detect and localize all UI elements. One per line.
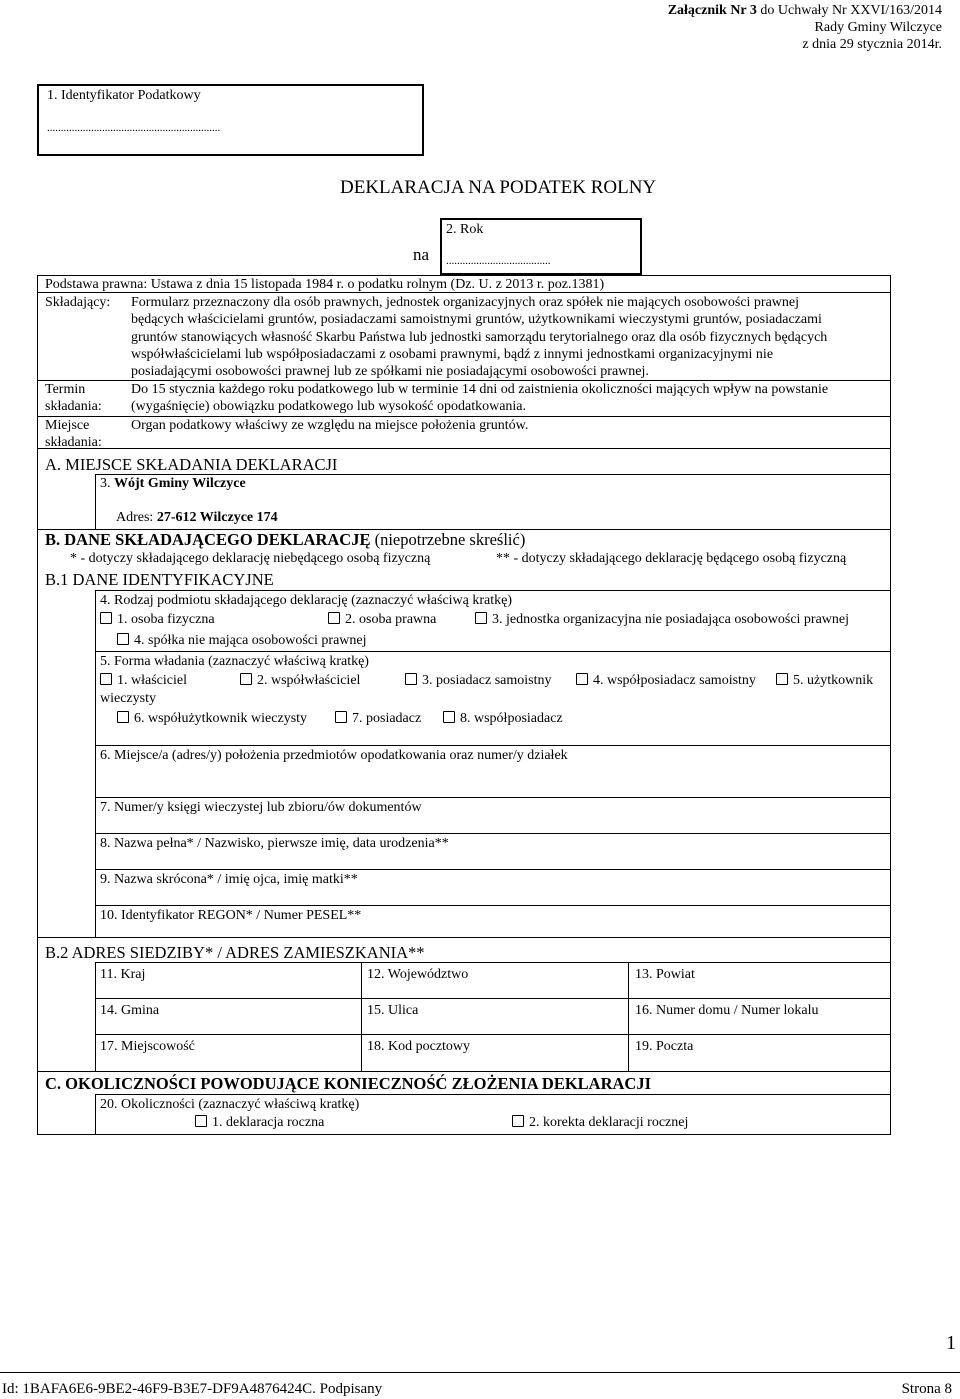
section-b-title-main: B. DANE SKŁADAJĄCEGO DEKLARACJĘ [45,530,371,549]
submitter-line-2: będących właścicielami gruntów, posiadaczami samoistnymi gruntów, użytkownikami wieczystymi gruntów, posiadaczami [131,312,822,328]
checkbox[interactable] [100,612,112,624]
b2-col-divider-1 [361,962,362,1072]
na-label: na [413,245,430,264]
ownership-co-possessor[interactable] [576,673,756,690]
commune-field[interactable]: 14. Gmina [100,1003,160,1018]
authority-name: Wójt Gminy Wilczyce [114,476,246,491]
legal-basis: Podstawa prawna: Ustawa z dnia 15 listopada 1984 r. o podatku rolnym (Dz. U. z 2013 r. poz.1381) [45,277,605,292]
checkbox[interactable] [240,673,252,685]
checkbox[interactable] [328,612,340,624]
checkbox[interactable] [117,711,129,723]
field-10-label: 10. Identyfikator REGON* / Numer PESEL** [100,908,362,923]
page-label: Strona 8 [901,1381,952,1397]
field-7-input[interactable] [96,816,890,832]
b2-divider-2 [95,1034,891,1035]
option-label: 3. posiadacz samoistny [422,673,552,688]
b2-col-divider-2 [628,962,629,1072]
field-6-label: 6. Miejsce/a (adres/y) położenia przedmiotów opodatkowania oraz numer/y działek [100,748,568,763]
option-label: 4. spółka nie mająca osobowości prawnej [134,633,367,648]
country-field[interactable]: 11. Kraj [100,967,146,982]
document-id: Id: 1BAFA6E6-9BE2-46F9-B3E7-DF9A4876424C. Podpisany [2,1381,383,1397]
b2-title: B.2 ADRES SIEDZIBY* / ADRES ZAMIESZKANIA** [45,943,425,962]
option-label: 6. współużytkownik wieczysty [134,711,308,726]
ownership-perpetual-user[interactable] [776,673,873,690]
field-10-input[interactable] [96,924,890,937]
section-c-divider [95,1094,891,1095]
note-person: ** - dotyczy składającego deklarację będącego osobą fizyczną [496,551,847,566]
b1-title: B.1 DANE IDENTYFIKACYJNE [45,570,274,589]
option-label: 8. współposiadacz [460,711,563,726]
declaration-title: DEKLARACJA NA PODATEK ROLNY [340,177,657,198]
section-b-title [45,530,525,550]
submitter-line-3: gruntów stanowiących własność Skarbu Państwa lub jednostki samorządu terytorialnego oraz dla osób fizycznych będących [131,329,828,345]
section-b-title-note: (niepotrzebne skreślić) [370,530,526,549]
place-label-2: składania: [45,435,102,450]
info-divider-2 [37,380,891,381]
checkbox[interactable] [443,711,455,723]
authority-address [116,510,278,527]
section-a-title: A. MIEJSCE SKŁADANIA DEKLARACJI [45,455,338,474]
ownership-perpetual-user-cont: wieczysty [100,691,156,706]
b-divider-2 [95,745,891,746]
checkbox[interactable] [100,673,112,685]
info-divider-1 [37,292,891,293]
field-3 [100,476,246,493]
section-c-inner-left [95,1094,96,1135]
b2-inner-left [95,962,96,1072]
b-divider-3 [95,797,891,798]
checkbox[interactable] [576,673,588,685]
checkbox[interactable] [335,711,347,723]
post-office-field[interactable]: 19. Poczta [635,1039,694,1054]
option-label: 1. osoba fizyczna [117,612,215,627]
option-label: 5. użytkownik [793,673,874,688]
annual-declaration-option[interactable] [195,1115,324,1132]
option-label: 1. właściciel [117,673,187,688]
tax-identifier-label: 1. Identyfikator Podatkowy [47,88,201,103]
field-7-label: 7. Numer/y księgi wieczystej lub zbioru/ów dokumentów [100,800,422,815]
submitter-description [131,295,886,381]
info-divider-3 [37,416,891,417]
subject-type-company[interactable] [117,633,367,650]
ownership-owner[interactable] [100,673,187,690]
correction-option[interactable] [512,1115,688,1132]
field-20-label: 20. Okoliczności (zaznaczyć właściwą kratkę) [100,1097,360,1112]
deadline-label-1: Termin [45,382,86,397]
checkbox[interactable] [475,612,487,624]
field-8-input[interactable] [96,852,890,868]
place-text: Organ podatkowy właściwy ze względu na miejsce położenia gruntów. [131,418,529,433]
field-9-input[interactable] [96,888,890,904]
attachment-header-line3: z dnia 29 stycznia 2014r. [802,37,942,52]
postal-code-field[interactable]: 18. Kod pocztowy [367,1039,471,1054]
subject-type-legal[interactable] [328,612,436,629]
b-divider-4 [95,833,891,834]
ownership-co-owner[interactable] [240,673,360,690]
option-label: 4. współposiadacz samoistny [593,673,756,688]
voivodeship-field[interactable]: 12. Województwo [367,967,469,982]
deadline-line-1: Do 15 stycznia każdego roku podatkowego lub w terminie 14 dni od zaistnienia okoliczności mających wpływ na powstanie [131,382,829,397]
address-value: 27-612 Wilczyce 174 [156,510,278,525]
year-field[interactable]: ...................................... [446,255,551,267]
option-label: 7. posiadacz [352,711,422,726]
option-label: 3. jednostka organizacyjna nie posiadająca osobowości prawnej [492,612,850,627]
option-label: 1. deklaracja roczna [212,1115,325,1130]
ownership-possessor[interactable] [405,673,551,690]
option-label: 2. korekta deklaracji rocznej [529,1115,689,1130]
checkbox[interactable] [405,673,417,685]
b2-divider-1 [95,998,891,999]
attachment-header-line1 [668,3,942,20]
ownership-co-perpetual-user[interactable] [117,711,307,728]
b-divider-1 [95,651,891,652]
submitter-line-4: współwłaścicielami lub współposiadaczami z osobami prawnymi, bądź z innymi jednostkami organizacyjnymi nie [131,346,774,362]
b-divider-6 [95,905,891,906]
subject-type-unit[interactable] [475,612,849,629]
ownership-dependent-possessor[interactable] [335,711,421,728]
field-6-input[interactable] [96,764,890,796]
section-a-divider [95,474,891,475]
submitter-label: Składający: [45,295,111,310]
note-non-person: * - dotyczy składającego deklarację niebędącego osobą fizyczną [70,551,431,566]
checkbox[interactable] [512,1115,524,1127]
deadline-label-2: składania: [45,399,102,414]
attachment-number: Załącznik Nr 3 [667,3,757,18]
option-label: 2. osoba prawna [345,612,437,627]
section-a-inner-left [95,474,96,530]
field-9-label: 9. Nazwa skrócona* / imię ojca, imię matki** [100,872,358,887]
submitter-line-5: posiadającymi osobowości prawnej lub ze spółkami nie posiadającymi osobowości prawnej. [131,364,649,380]
b-divider-0 [95,590,891,591]
deadline-line-2: (wygaśnięcie) obowiązku podatkowego lub wysokość opodatkowania. [131,399,527,414]
option-label: 2. współwłaściciel [257,673,361,688]
street-field[interactable]: 15. Ulica [367,1003,419,1018]
attachment-header-line2: Rady Gminy Wilczyce [814,20,942,35]
county-field[interactable]: 13. Powiat [635,967,695,982]
address-label: Adres: [116,510,157,525]
field-8-label: 8. Nazwa pełna* / Nazwisko, pierwsze imię, data urodzenia** [100,836,449,851]
checkbox[interactable] [117,633,129,645]
ownership-co-dependent-possessor[interactable] [443,711,563,728]
field-3-number: 3. [100,476,114,491]
b-divider-5 [95,869,891,870]
tax-identifier-field[interactable]: ............................................................... [47,122,221,134]
checkbox[interactable] [776,673,788,685]
place-label-1: Miejsce [45,418,90,433]
b2-divider-0 [95,962,891,963]
field-5-label: 5. Forma władania (zaznaczyć właściwą kratkę) [100,654,369,669]
field-4-label: 4. Rodzaj podmiotu składającego deklarację (zaznaczyć właściwą kratkę) [100,593,513,608]
footer-rule [0,1372,960,1373]
submitter-line-1: Formularz przeznaczony dla osób prawnych, jednostek organizacyjnych oraz spółek nie mających osobowości prawnej [131,295,800,310]
year-label: 2. Rok [446,222,484,237]
resolution-number: do Uchwały Nr XXVI/163/2014 [756,3,942,18]
section-c-title: C. OKOLICZNOŚCI POWODUJĄCE KONIECZNOŚĆ ZŁOŻENIA DEKLARACJI [45,1074,652,1093]
page-number: 1 [946,1332,956,1354]
house-number-field[interactable]: 16. Numer domu / Numer lokalu [635,1003,819,1018]
checkbox[interactable] [195,1115,207,1127]
city-field[interactable]: 17. Miejscowość [100,1039,195,1054]
subject-type-individual[interactable] [100,612,215,629]
